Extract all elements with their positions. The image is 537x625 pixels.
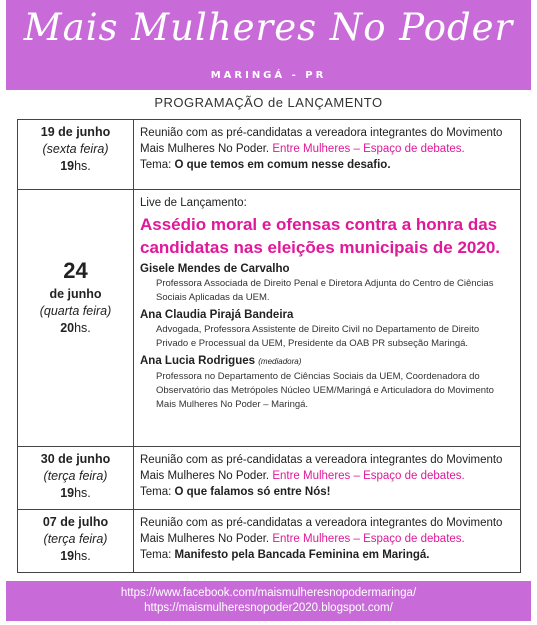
event-date-day: 24: [63, 258, 88, 283]
event-time: 19hs.: [60, 159, 91, 173]
speaker-role: Professora no Departamento de Ciências Sociais da UEM, Coordenadora do Observatório das Metrópoles Núcleo UEM/Maringá e Articuladora do Movimento Mais Mulheres No Poder – Maringá.: [156, 371, 494, 410]
speaker-note: (mediadora): [258, 357, 302, 366]
event-date-cell: [18, 510, 134, 573]
event-line: Reunião com as pré-candidatas a vereadora integrantes do Movimento: [140, 127, 503, 139]
event-time: 19hs.: [60, 486, 91, 500]
event-description-cell: [134, 447, 521, 510]
speaker-role: Professora Associada de Direito Penal e Diretora Adjunta do Centro de Ciências Sociais Aplicadas da UEM.: [156, 278, 494, 303]
header-banner: [6, 0, 531, 90]
facebook-link[interactable]: https://www.facebook.com/maismulheresnopodermaringa/: [120, 587, 417, 599]
event-time: 19hs.: [60, 549, 91, 563]
event-line: Reunião com as pré-candidatas a vereadora integrantes do Movimento: [140, 454, 503, 466]
speaker-name: Ana Lucia Rodrigues (mediadora): [140, 355, 302, 367]
event-description-cell: [134, 190, 521, 447]
event-line: Reunião com as pré-candidatas a vereadora integrantes do Movimento: [140, 517, 503, 529]
table-row: [18, 447, 521, 510]
location-subtitle: MARINGÁ - PR: [210, 70, 327, 81]
event-theme: Tema: Manifesto pela Bancada Feminina em Maringá.: [140, 549, 430, 561]
table-row: [18, 190, 521, 447]
event-weekday: (sexta feira): [42, 142, 109, 156]
live-intro: Live de Lançamento:: [140, 197, 247, 209]
event-theme: Tema: O que falamos só entre Nós!: [140, 486, 331, 498]
event-date-cell: [18, 120, 134, 190]
table-row: [18, 510, 521, 573]
event-date-cell: [18, 447, 134, 510]
event-line: Mais Mulheres No Poder. Entre Mulheres – Espaço de debates.: [140, 533, 465, 545]
page-title: Mais Mulheres No Poder: [23, 6, 514, 49]
event-theme: Tema: O que temos em comum nesse desafio.: [140, 159, 391, 171]
event-date: 30 de junho: [40, 452, 111, 466]
agenda-table: [17, 119, 521, 573]
blog-link[interactable]: https://maismulheresnopoder2020.blogspot.com/: [144, 602, 393, 614]
live-headline: Assédio moral e ofensas contra a honra das candidatas nas eleições municipais de 2020.: [140, 215, 501, 257]
speaker-name: Gisele Mendes de Carvalho: [140, 263, 290, 275]
speaker-name: Ana Claudia Pirajá Bandeira: [140, 309, 294, 321]
table-row: [18, 120, 521, 190]
event-description-cell: [134, 120, 521, 190]
event-weekday: (quarta feira): [39, 304, 112, 318]
footer-banner: [6, 581, 531, 621]
event-date-month: de junho: [49, 287, 102, 301]
event-description-cell: [134, 510, 521, 573]
event-time: 20hs.: [60, 321, 91, 335]
program-heading: PROGRAMAÇÃO de LANÇAMENTO: [154, 95, 383, 110]
event-date: 07 de julho: [42, 515, 109, 529]
event-date: 19 de junho: [40, 125, 111, 139]
event-line: Mais Mulheres No Poder. Entre Mulheres – Espaço de debates.: [140, 143, 465, 155]
speaker-role: Advogada, Professora Assistente de Direito Civil no Departamento de Direito Privado e Processual da UEM, Presidente da OAB PR subseção Maringá.: [156, 324, 480, 349]
event-line: Mais Mulheres No Poder. Entre Mulheres – Espaço de debates.: [140, 470, 465, 482]
event-weekday: (terça feira): [43, 469, 108, 483]
event-date-cell: [18, 190, 134, 447]
event-weekday: (terça feira): [43, 532, 108, 546]
